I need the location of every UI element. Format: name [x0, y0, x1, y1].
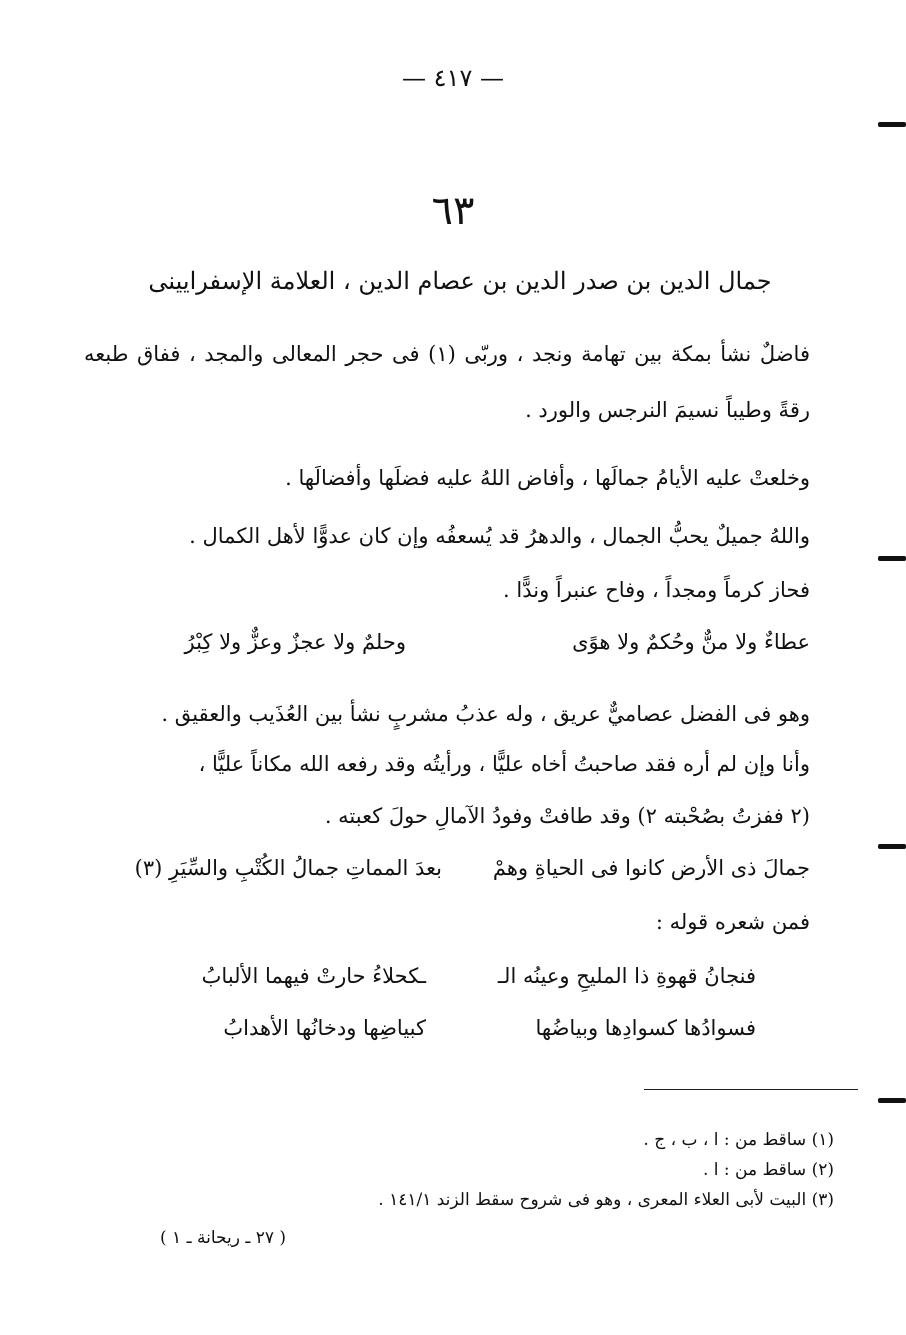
poem-first-hemistich: فنجانُ قهوةِ ذا المليحِ وعينُه الـ — [497, 964, 756, 988]
poem-second-hemistich: كبياضِها ودخانُها الأهدابُ — [223, 1016, 426, 1040]
margin-mark — [878, 556, 906, 561]
poem-first-hemistich: فسوادُها كسوادِها وبياضُها — [535, 1016, 756, 1040]
verse-second-hemistich: بعدَ المماتِ جمالُ الكُتْبِ والسِّيَرِ (٣) — [134, 856, 442, 880]
paragraph-line: (٢ ففزتُ بصُحْبته ٢) وقد طافتْ وفودُ الآمالِ حولَ كعبته . — [324, 804, 810, 828]
section-number: ٦٣ — [431, 188, 475, 234]
margin-mark — [878, 1098, 906, 1103]
intro-line-2: رقةً وطيباً نسيمَ النرجس والورد . — [525, 398, 810, 422]
page-number: — ٤١٧ — — [402, 64, 504, 92]
paragraph-line: وخلعتْ عليه الأيامُ جمالَها ، وأفاض اللهُ عليه فضلَها وأفضالَها . — [285, 466, 810, 490]
paragraph-line: واللهُ جميلٌ يحبُّ الجمال ، والدهرُ قد يُسعفُه وإن كان عدوًّا لأهل الكمال . — [189, 524, 810, 548]
footnote: (٣) البيت لأبى العلاء المعرى ، وهو فى شروح سقط الزند ١٤١/١ . — [378, 1190, 834, 1210]
margin-mark — [878, 122, 906, 127]
entry-heading: جمال الدين بن صدر الدين بن عصام الدين ، العلامة الإسفرايينى — [148, 267, 772, 295]
signature-mark: ( ٢٧ ـ ريحانة ـ ١ ) — [160, 1228, 287, 1248]
paragraph-line: فحاز كرماً ومجداً ، وفاح عنبراً وندًّا . — [503, 578, 810, 602]
paragraph-line: وأنا وإن لم أره فقد صاحبتُ أخاه عليًّا ، ورأيتُه وقد رفعه الله مكاناً عليًّا ، — [198, 752, 810, 776]
footnote: (٢) ساقط من : ا . — [702, 1160, 834, 1180]
poem-second-hemistich: ـكحلاءُ حارتْ فيهما الألبابُ — [201, 964, 426, 988]
poetry-intro: فمن شعره قوله : — [655, 910, 810, 934]
verse-first-hemistich: جمالَ ذى الأرض كانوا فى الحياةِ وهمْ — [492, 856, 810, 880]
paragraph-line: وهو فى الفضل عصاميٌّ عريق ، وله عذبُ مشربٍ نشأ بين العُذَيب والعقيق . — [161, 702, 810, 726]
intro-line-1: فاضلٌ نشأ بمكة بين تهامة ونجد ، وربّى (١) فى حجر المعالى والمجد ، ففاق طبعه — [84, 342, 810, 366]
verse-second-hemistich: وحلمٌ ولا عجزٌ وعزٌّ ولا كِبْرُ — [184, 630, 406, 654]
footnote-divider — [644, 1089, 858, 1090]
verse-first-hemistich: عطاءٌ ولا منٌّ وحُكمٌ ولا هوًى — [572, 630, 810, 654]
margin-mark — [878, 844, 906, 849]
footnote: (١) ساقط من : ا ، ب ، ج . — [643, 1130, 834, 1150]
